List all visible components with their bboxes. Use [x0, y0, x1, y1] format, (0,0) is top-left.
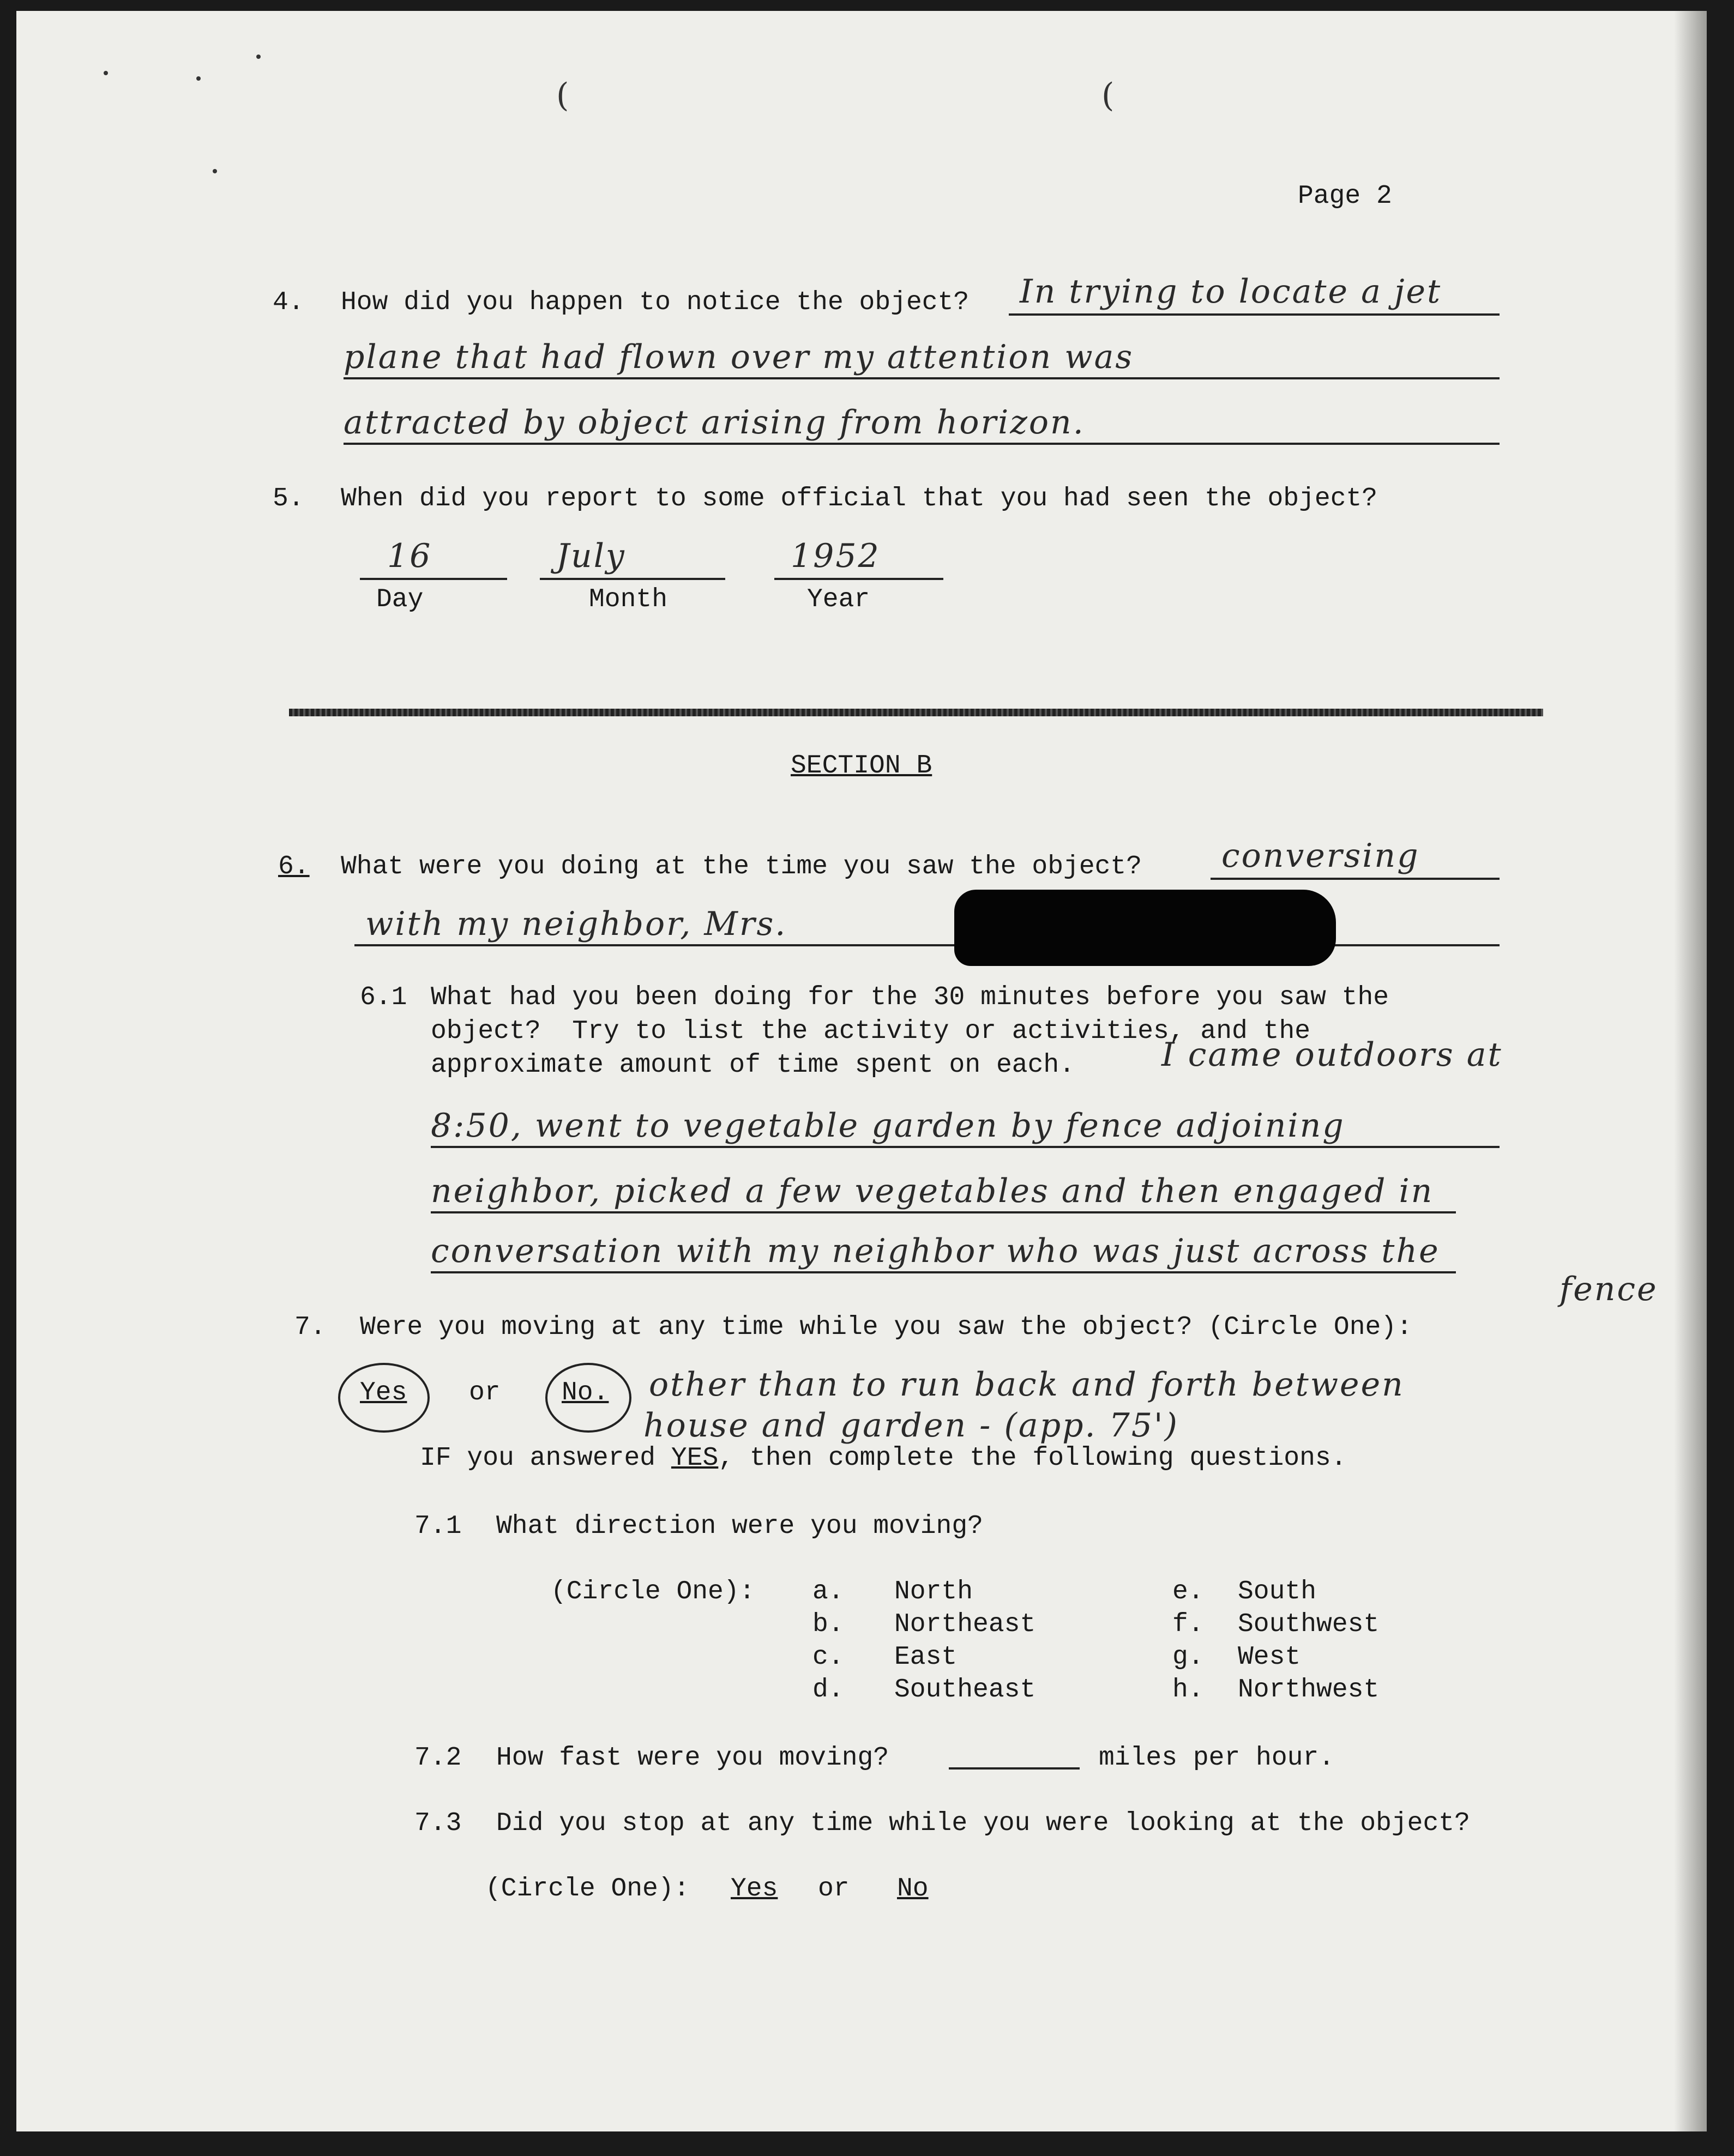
direction-option-letter-h: h. [1172, 1675, 1204, 1705]
q5-number: 5. [273, 484, 304, 514]
q6-answer-line-1: conversing [1221, 837, 1420, 875]
q7-if-yes: YES [671, 1444, 719, 1473]
q7-3-no-option: No [897, 1874, 929, 1904]
q7-2-question: How fast were you moving? [496, 1743, 889, 1773]
q6-1-answer-rule-2 [431, 1146, 1500, 1148]
direction-option-west: West [1238, 1642, 1301, 1672]
q4-answer-rule-3 [344, 443, 1500, 445]
q5-question: When did you report to some official that you had seen the object? [341, 484, 1378, 514]
q4-question: How did you happen to notice the object? [341, 288, 970, 317]
direction-option-north: North [894, 1577, 973, 1607]
direction-option-letter-a: a. [812, 1577, 844, 1607]
q6-1-answer-line-5: fence [1560, 1270, 1658, 1308]
q5-year-label: Year [807, 585, 870, 614]
q4-number: 4. [273, 288, 304, 317]
q7-1-number: 7.1 [414, 1512, 462, 1541]
q7-2-suffix: miles per hour. [1099, 1743, 1335, 1773]
scan-bracket-mark: ( [556, 76, 569, 114]
q6-1-question-line-1: What had you been doing for the 30 minutes before you saw the [431, 983, 1389, 1012]
direction-option-letter-e: e. [1172, 1577, 1204, 1607]
direction-option-letter-b: b. [812, 1610, 844, 1639]
q7-2-number: 7.2 [414, 1743, 462, 1773]
q6-1-answer-line-1: I came outdoors at [1161, 1036, 1503, 1074]
q4-answer-rule-2 [344, 377, 1500, 379]
q7-2-speed-blank [949, 1767, 1080, 1770]
q5-month-value: July [556, 537, 626, 575]
q7-3-question: Did you stop at any time while you were looking at the object? [496, 1809, 1470, 1838]
scan-speck [256, 55, 261, 59]
section-b-title: SECTION B [791, 751, 932, 781]
document-page [16, 11, 1707, 2131]
scan-speck [104, 71, 108, 75]
q7-3-yes-option: Yes [731, 1874, 778, 1904]
q6-answer-line-2: with my neighbor, Mrs. [365, 905, 787, 943]
q4-answer-line-2: plane that had flown over my attention was [344, 338, 1134, 376]
q6-1-answer-rule-3 [431, 1211, 1456, 1213]
q7-answer-line-1: other than to run back and forth between [649, 1366, 1405, 1404]
section-divider [289, 709, 1543, 716]
q5-day-rule [360, 578, 507, 580]
q7-3-circle-label: (Circle One): [485, 1874, 690, 1904]
q7-if-suffix: , then complete the following questions. [718, 1444, 1347, 1473]
q5-year-value: 1952 [791, 537, 881, 575]
q5-month-label: Month [589, 585, 668, 614]
q7-3-number: 7.3 [414, 1809, 462, 1838]
redaction-block [954, 890, 1336, 966]
q5-year-rule [774, 578, 943, 580]
q5-day-label: Day [376, 585, 424, 614]
q7-question: Were you moving at any time while you saw the object? (Circle One): [360, 1313, 1412, 1342]
scan-bracket-mark: ( [1101, 76, 1115, 114]
q7-no-option: No. [562, 1378, 609, 1408]
q6-number: 6. [278, 852, 310, 881]
direction-option-letter-g: g. [1172, 1642, 1204, 1672]
q7-if-line [420, 1442, 1347, 1475]
page-number: Page 2 [1298, 182, 1392, 211]
q7-yes-option: Yes [360, 1378, 407, 1408]
q7-1-circle-label: (Circle One): [551, 1577, 755, 1607]
direction-option-letter-d: d. [812, 1675, 844, 1705]
scan-speck [213, 169, 217, 173]
q4-answer-line-3: attracted by object arising from horizon. [344, 403, 1085, 442]
q6-question: What were you doing at the time you saw the object? [341, 852, 1142, 881]
q6-1-answer-line-4: conversation with my neighbor who was just across the [431, 1232, 1440, 1270]
direction-option-east: East [894, 1642, 958, 1672]
q7-3-or-label: or [818, 1874, 850, 1904]
q7-answer-line-2: house and garden - (app. 75') [643, 1406, 1179, 1445]
q4-answer-line-1: In trying to locate a jet [1020, 273, 1442, 311]
q6-answer-rule-1 [1211, 878, 1500, 880]
q6-1-question-line-3: approximate amount of time spent on each. [431, 1050, 1075, 1080]
q7-if-prefix: IF you answered [420, 1444, 656, 1473]
q6-1-answer-rule-4 [431, 1271, 1456, 1273]
direction-option-southeast: Southeast [894, 1675, 1036, 1705]
direction-option-northwest: Northwest [1238, 1675, 1380, 1705]
page-edge-shadow [1674, 11, 1707, 2131]
q4-answer-rule-1 [1009, 313, 1500, 316]
q7-number: 7. [294, 1313, 326, 1342]
q6-1-answer-line-3: neighbor, picked a few vegetables and then engaged in [431, 1172, 1434, 1210]
q5-day-value: 16 [387, 537, 432, 575]
q7-1-question: What direction were you moving? [496, 1512, 983, 1541]
direction-option-south: South [1238, 1577, 1317, 1607]
q6-1-number: 6.1 [360, 983, 407, 1012]
direction-option-southwest: Southwest [1238, 1610, 1380, 1639]
q6-1-answer-line-2: 8:50, went to vegetable garden by fence adjoining [431, 1107, 1345, 1145]
q6-1-question-line-2: object? Try to list the activity or activities, and the [431, 1017, 1311, 1046]
q5-month-rule [540, 578, 725, 580]
direction-option-letter-f: f. [1172, 1610, 1204, 1639]
q7-or-label: or [469, 1378, 501, 1408]
direction-option-letter-c: c. [812, 1642, 844, 1672]
scan-speck [196, 76, 201, 81]
direction-option-northeast: Northeast [894, 1610, 1036, 1639]
